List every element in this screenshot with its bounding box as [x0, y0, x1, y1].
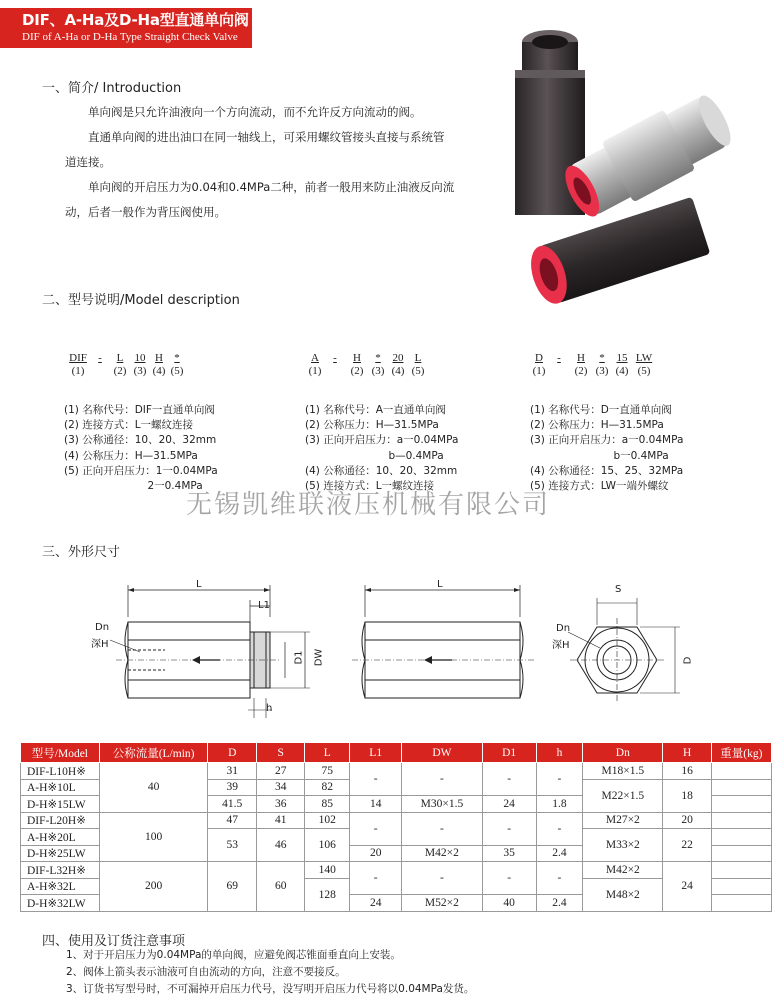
title-en: DIF of A-Ha or D-Ha Type Straight Check Valve [22, 31, 238, 43]
cell-flow: 200 [99, 862, 208, 912]
cell-D: 39 [208, 779, 257, 796]
table-row [21, 812, 772, 829]
cell-DW: M42×2 [402, 845, 482, 862]
code-index: (2) [574, 365, 588, 377]
cell-h: - [536, 763, 583, 796]
code-index: (1) [71, 365, 85, 377]
code-part: - [98, 352, 102, 364]
cell-model: DIF-L32H※ [21, 862, 100, 879]
note-item: 3、订货书写型号时，不可漏掉开启压力代号，没写明开启压力代号将以0.04MPa发货。 [66, 983, 475, 995]
code-index [90, 365, 110, 378]
col-header: DW [402, 743, 482, 763]
code-index: (3) [371, 365, 385, 377]
cell-Dn: M18×1.5 [583, 763, 663, 780]
code-index: (5) [637, 365, 651, 377]
model-list-item: b一0.4MPa [530, 449, 669, 462]
col-header: L1 [350, 743, 402, 763]
code-part: 20 [392, 352, 404, 364]
code-part: 15 [616, 352, 628, 364]
code-part: L [414, 352, 422, 364]
col-header: D1 [482, 743, 536, 763]
cell-D: 53 [208, 829, 257, 862]
cell-L: 102 [305, 812, 350, 829]
code-part: H [577, 352, 585, 364]
code-index: (2) [113, 365, 127, 377]
code-index: (5) [170, 365, 184, 377]
model-list-item: b—0.4MPa [305, 449, 444, 462]
model-list-item: (2) 连接方式：L一螺纹连接 [64, 419, 194, 432]
title-cn: DIF、A-Ha及D-Ha型直通单向阀 [22, 11, 249, 29]
cell-L: 140 [305, 862, 350, 879]
dim-D: D [682, 656, 694, 665]
cell-model: D-H※25LW [21, 845, 100, 862]
code-part: - [557, 352, 561, 364]
model-code-a [306, 352, 428, 378]
col-header: H [663, 743, 711, 763]
model-list-item: 2一0.4MPa [64, 480, 203, 493]
dim-DW: DW [313, 648, 325, 667]
cell-S: 46 [257, 829, 305, 862]
spec-table [20, 742, 772, 912]
cell-weight [711, 829, 771, 846]
model-list-item: (1) 名称代号：A一直通单向阀 [305, 404, 446, 416]
notes-list [66, 947, 474, 998]
table-row [21, 862, 772, 879]
col-header: 型号/Model [21, 743, 100, 763]
cell-L: 82 [305, 779, 350, 796]
cell-D1: - [482, 812, 536, 845]
code-index: (3) [133, 365, 147, 377]
cell-H: 16 [663, 763, 711, 780]
model-list-item: (5) 正向开启压力：1一0.04MPa [64, 464, 218, 477]
cell-weight [711, 779, 771, 796]
cell-h: 2.4 [536, 895, 583, 912]
cell-DW: M30×1.5 [402, 796, 482, 813]
model-list-d [530, 403, 683, 494]
model-list-item: (3) 公称通径：10、20、32mm [64, 434, 217, 447]
cell-DW: M52×2 [402, 895, 482, 912]
code-part: * [599, 352, 605, 364]
cell-H: 18 [663, 779, 711, 812]
cell-D: 41.5 [208, 796, 257, 813]
table-row [21, 763, 772, 780]
code-index: (4) [391, 365, 405, 377]
model-list-item: (5) 连接方式：LW一端外螺纹 [530, 480, 669, 493]
col-header: S [257, 743, 305, 763]
cell-L1: 24 [350, 895, 402, 912]
dim-D1: D1 [293, 650, 305, 665]
model-list-dif [64, 403, 218, 494]
cell-weight [711, 763, 771, 780]
code-index: (1) [532, 365, 546, 377]
cell-Dn: M42×2 [583, 862, 663, 879]
model-code-dif [66, 352, 186, 378]
code-index: (2) [350, 365, 364, 377]
col-header: 重量(kg) [711, 743, 771, 763]
cell-weight [711, 812, 771, 829]
code-part: LW [635, 352, 653, 364]
cell-weight [711, 878, 771, 895]
cell-h: 2.4 [536, 845, 583, 862]
cell-D1: 40 [482, 895, 536, 912]
intro-line-4: 单向阀的开启压力为0.04和0.4MPa二种，前者一般用来防止油液反向流 [88, 180, 455, 194]
code-index: (4) [152, 365, 166, 377]
code-part: H [155, 352, 163, 364]
cell-L: 75 [305, 763, 350, 780]
model-list-item: (4) 公称压力：H—31.5MPa [64, 449, 198, 462]
dim-L-left: L [196, 579, 202, 590]
dim-depth-end: 深H [552, 640, 570, 651]
cell-D1: 35 [482, 845, 536, 862]
intro-line-1: 单向阀是只允许油液向一个方向流动，而不允许反方向流动的阀。 [88, 105, 422, 119]
cell-Dn: M22×1.5 [583, 779, 663, 812]
dim-depth-left: 深H [91, 639, 109, 650]
code-part: A [311, 352, 319, 364]
cell-weight [711, 796, 771, 813]
code-index: (3) [595, 365, 609, 377]
dim-h: h [266, 703, 273, 714]
model-list-item: (1) 名称代号：D一直通单向阀 [530, 404, 672, 416]
cell-model: DIF-L20H※ [21, 812, 100, 829]
cell-model: D-H※32LW [21, 895, 100, 912]
col-header: D [208, 743, 257, 763]
code-part: * [375, 352, 381, 364]
cell-h: - [536, 812, 583, 845]
cell-S: 27 [257, 763, 305, 780]
note-item: 1、对于开启压力为0.04MPa的单向阀，应避免阀芯锥面垂直向上安装。 [66, 949, 401, 961]
cell-S: 41 [257, 812, 305, 829]
intro-line-2: 直通单向阀的进出油口在同一轴线上，可采用螺纹管接头直接与系统管 [88, 130, 445, 144]
cell-S: 60 [257, 862, 305, 912]
company-watermark: 无锡凯维联液压机械有限公司 [186, 490, 551, 520]
model-list-item: (1) 名称代号：DIF一直通单向阀 [64, 404, 215, 416]
product-photo [505, 20, 765, 310]
cell-L: 128 [305, 878, 350, 911]
table-header-row [21, 743, 772, 763]
cell-D1: - [482, 862, 536, 895]
cell-model: A-H※10L [21, 779, 100, 796]
cell-L1: - [350, 763, 402, 796]
model-heading: 二、型号说明/Model description [42, 293, 240, 308]
code-part: - [333, 352, 337, 364]
code-index [324, 365, 346, 378]
cell-D1: 24 [482, 796, 536, 813]
cell-weight [711, 895, 771, 912]
model-list-item: (3) 正向开启压力：a一0.04MPa [530, 434, 684, 447]
cell-model: D-H※15LW [21, 796, 100, 813]
intro-line-5: 动，后者一般作为背压阀使用。 [65, 205, 226, 219]
model-list-item: (5) 连接方式：L一螺纹连接 [305, 480, 435, 493]
cell-L1: - [350, 812, 402, 845]
cell-model: DIF-L10H※ [21, 763, 100, 780]
cell-D: 69 [208, 862, 257, 912]
model-list-item: (2) 公称压力：H—31.5MPa [530, 419, 664, 432]
code-part: L [116, 352, 124, 364]
cell-H: 24 [663, 862, 711, 912]
dim-S: S [615, 584, 622, 595]
intro-line-3: 道连接。 [65, 155, 111, 169]
cell-S: 36 [257, 796, 305, 813]
cell-Dn: M27×2 [583, 812, 663, 829]
cell-L1: 20 [350, 845, 402, 862]
code-part: 10 [134, 352, 146, 364]
cell-Dn: M48×2 [583, 878, 663, 911]
dim-L-middle: L [437, 579, 443, 590]
dims-heading: 三、外形尺寸 [42, 545, 121, 560]
code-index: (4) [615, 365, 629, 377]
cell-L: 85 [305, 796, 350, 813]
model-list-a [305, 403, 458, 494]
cell-L: 106 [305, 829, 350, 862]
col-header: Dn [583, 743, 663, 763]
cell-L1: - [350, 862, 402, 895]
model-list-item: (4) 公称通径：10、20、32mm [305, 464, 458, 477]
col-header: h [536, 743, 583, 763]
cell-h: - [536, 862, 583, 895]
note-item: 2、阀体上箭头表示油液可自由流动的方向，注意不要接反。 [66, 966, 346, 978]
title-badge [0, 8, 252, 48]
code-index: (5) [411, 365, 425, 377]
cell-D: 47 [208, 812, 257, 829]
col-header: L [305, 743, 350, 763]
model-list-item: (2) 公称压力：H—31.5MPa [305, 419, 439, 432]
dim-Dn-end: Dn [556, 623, 571, 634]
cell-L1: 14 [350, 796, 402, 813]
cell-D: 31 [208, 763, 257, 780]
cell-h: 1.8 [536, 796, 583, 813]
cell-Dn: M33×2 [583, 829, 663, 862]
dim-Dn-left: Dn [95, 622, 110, 633]
model-code-d [530, 352, 656, 378]
code-part: H [353, 352, 361, 364]
dimension-drawing [80, 570, 700, 730]
drawing-middle-view [352, 585, 535, 698]
drawing-left-view [110, 585, 310, 718]
cell-weight [711, 845, 771, 862]
cell-S: 34 [257, 779, 305, 796]
cell-DW: - [402, 763, 482, 796]
cell-DW: - [402, 862, 482, 895]
cell-DW: - [402, 812, 482, 845]
drawing-end-view [568, 598, 680, 702]
cell-H: 20 [663, 812, 711, 829]
cell-flow: 40 [99, 763, 208, 813]
cell-D1: - [482, 763, 536, 796]
code-part: * [174, 352, 180, 364]
code-part: D [535, 352, 543, 364]
cell-model: A-H※32L [21, 878, 100, 895]
model-list-item: (4) 公称通径：15、25、32MPa [530, 464, 684, 477]
cell-weight [711, 862, 771, 879]
notes-heading: 四、使用及订货注意事项 [42, 934, 186, 949]
intro-heading: 一、简介/ Introduction [42, 81, 182, 96]
cell-model: A-H※20L [21, 829, 100, 846]
code-part: DIF [69, 352, 87, 364]
col-header: 公称流量(L/min) [99, 743, 208, 763]
cell-flow: 100 [99, 812, 208, 862]
model-list-item: (3) 正向开启压力：a一0.04MPa [305, 434, 459, 447]
cell-H: 22 [663, 829, 711, 862]
dim-L1: L1 [258, 600, 270, 611]
code-index [548, 365, 570, 378]
code-index: (1) [308, 365, 322, 377]
